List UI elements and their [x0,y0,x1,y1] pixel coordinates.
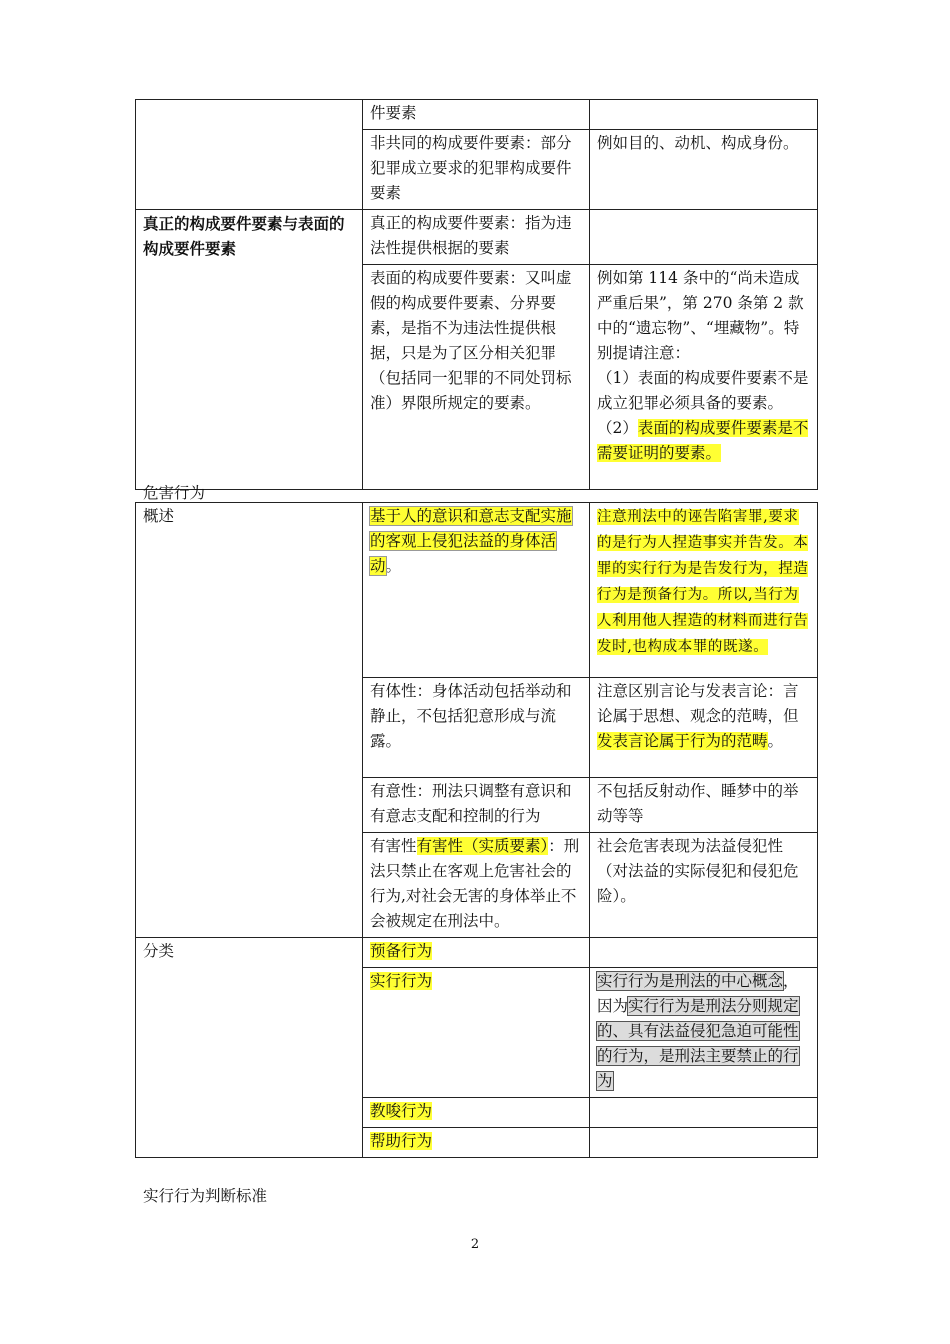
t1-r2-c3: 例如目的、动机、构成身份。 [590,130,818,210]
t1-r2-c2: 非共同的构成要件要素：部分犯罪成立要求的犯罪构成要件要素 [363,130,590,210]
highlight-text: 预备行为 [370,942,433,960]
t2-r6-c3: 实行行为是刑法的中心概念，因为实行行为是刑法分则规定的、具有法益侵犯急迫可能性的行为，是刑法主要禁止的行为 [590,968,818,1098]
t2-r2-c2: 有体性：身体活动包括举动和静止，不包括犯意形成与流露。 [363,678,590,778]
t2-r7-c3 [590,1098,818,1128]
t2-r7-c2 [363,1098,590,1128]
highlight-text: 发表言论属于行为的范畴 [597,732,768,750]
highlight-text: 帮助行为 [370,1132,433,1150]
highlight-text: 表面的构成要件要素是不需要证明的要素。 [597,419,809,462]
t2-r8-c3 [590,1128,818,1158]
highlight-text: 实行行为 [370,972,433,990]
t2-r1-c2: 基于人的意识和意志支配实施的客观上侵犯法益的身体活动。 [363,503,590,678]
t2-r6-c2 [363,968,590,1098]
t2-category-label: 分类 [136,938,363,1158]
section-heading-shixing: 实行行为判断标准 [143,1187,268,1205]
shaded-text: 实行行为是刑法的中心概念 [597,972,784,990]
t2-overview-label: 概述 [136,503,363,938]
t2-r8-c2 [363,1128,590,1158]
page-number: 2 [470,1237,480,1252]
t1-r3-c3 [590,210,818,265]
t2-r4-c2: 有害性有害性（实质要素）：刑法只禁止在客观上危害社会的行为,对社会无害的身体举止不会被规定在刑法中。 [363,833,590,938]
highlight-text: 教唆行为 [370,1102,433,1120]
t1-r1-c2: 件要素 [363,100,590,130]
constituent-elements-table [135,99,818,490]
shaded-text: 实行行为是刑法分则规定的、具有法益侵犯急迫可能性的行为，是刑法主要禁止的行为 [597,997,799,1090]
t1-r4-c3: 例如第 114 条中的“尚未造成严重后果”，第 270 条第 2 款中的“遗忘物”、“埋藏物”。特别提请注意： （1）表面的构成要件要素不是成立犯罪必须具备的要素。 （2）表面的构成要件要素是不需要证明的要素。 [590,265,818,490]
t2-r2-c3: 注意区别言论与发表言论：言论属于思想、观念的范畴，但发表言论属于行为的范畴。 [590,678,818,778]
t2-r5-c3 [590,938,818,968]
t2-r3-c2: 有意性：刑法只调整有意识和有意志支配和控制的行为 [363,778,590,833]
t1-r3-c2: 真正的构成要件要素：指为违法性提供根据的要素 [363,210,590,265]
t2-r4-c3: 社会危害表现为法益侵犯性（对法益的实际侵犯和侵犯危险）。 [590,833,818,938]
t1-r1-c1 [136,100,363,210]
t2-r1-c3 [590,503,818,678]
t2-r5-c2 [363,938,590,968]
highlight-text: 有害性（实质要素） [416,837,549,855]
t1-r4-c2: 表面的构成要件要素：又叫虚假的构成要件要素、分界要素，是指不为违法性提供根据，只是为了区分相关犯罪（包括同一犯罪的不同处罚标准）界限所规定的要素。 [363,265,590,490]
harmful-act-table [135,502,818,1158]
highlight-text: 基于人的意识和意志支配实施的客观上侵犯法益的身体活动 [370,507,572,575]
t2-r3-c3: 不包括反射动作、睡梦中的举动等等 [590,778,818,833]
highlight-text: 注意刑法中的诬告陷害罪,要求的是行为人捏造事实并告发。本罪的实行行为是告发行为，捏造行为是预备行为。所以,当行为人利用他人捏造的材料而进行告发时,也构成本罪的既遂。 [597,509,809,655]
t1-r3-c1: 真正的构成要件要素与表面的构成要件要素 [136,210,363,490]
section-heading-weihai: 危害行为 [143,484,206,502]
t1-r1-c3 [590,100,818,130]
